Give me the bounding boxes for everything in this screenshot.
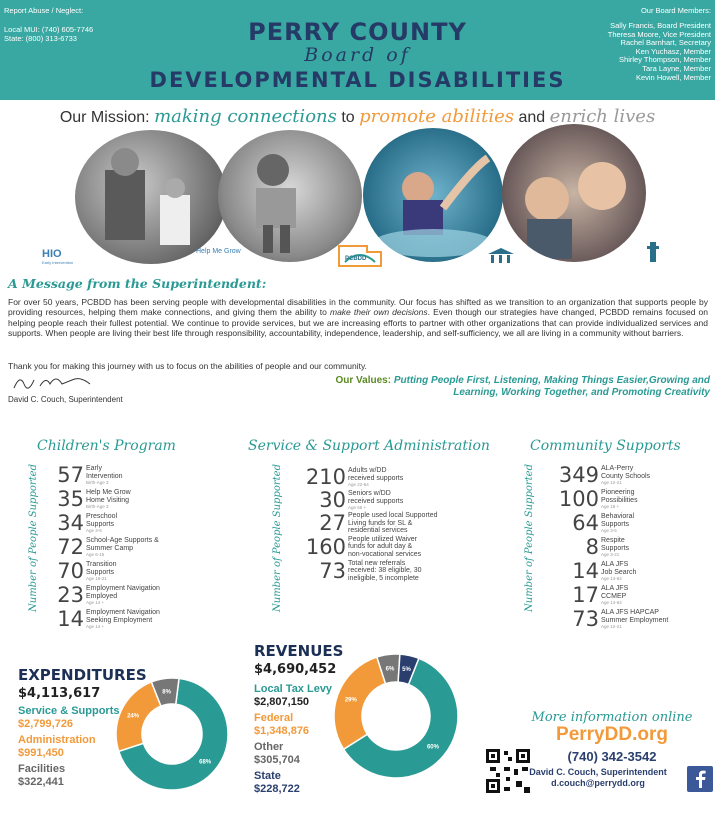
stat-label-text: Respite Supports [601,536,630,552]
title-dd: DEVELOPMENTAL DISABILITIES [149,68,566,92]
stat-label [348,560,422,583]
building-logo [486,246,516,266]
partner-logo [645,240,661,266]
stat-row [555,536,668,558]
community-title: Community Supports [530,438,681,454]
rev-label-3: State [254,770,281,782]
revenues-total: $4,690,452 [254,662,337,677]
stat-row [300,512,438,535]
stat-row [555,464,668,486]
stat-number: 64 [572,511,599,535]
mui-phone[interactable]: Local MUI: (740) 605-7746 [4,25,94,34]
stat-age: Age 14 + [86,624,105,630]
stat-label [86,537,159,557]
rev-value-3: $228,722 [254,783,300,795]
ohio-logo: HIO Early Intervention [42,248,74,265]
donut-label-3: 5% [402,667,411,674]
stat-number: 210 [305,465,346,489]
stat-row [50,488,160,510]
stat-number: 70 [57,559,84,583]
stat-label [86,465,123,485]
photo-swimmer [363,128,503,262]
stat-number: 100 [558,487,599,511]
stat-age: Age 14 + [86,600,105,606]
message-title: A Message from the Superintendent: [8,276,267,291]
stat-number: 14 [572,559,599,583]
exp-value-0: $2,799,726 [18,718,74,730]
board-member: Kevin Howell, Member [635,72,711,82]
stat-label [601,465,650,485]
stat-label-text: Seniors w/DD received supports [348,489,404,505]
ssa-side-label: Number of People Supported [272,464,283,612]
board-members [608,22,711,82]
mission-prefix: Our Mission: [59,109,150,126]
message-body: For over 50 years, PCBDD has been serving people with developmental disabilities in the community. Our focus has shifted as we transition to an organization that supports people by providing resources, helping them make connections, and giving them the ability to make their own decisions. Even though our strategies have changed, PCBDD remains focused on helping people reach their fullest potential. We continue to provide services, but we are increasing efforts to partner with other organizations that can provide individualized services and supports. When people are living their best life through responsibility, accountability, independence, leadership, and self-sufficiency, we all are living in a community without barriers. [8,297,709,338]
stat-age: Age 14-64 [601,600,622,606]
stat-label-text: ALA JFS HAPCAP Summer Employment [601,608,669,624]
exp-value-1: $991,450 [18,747,64,759]
our-values [330,375,710,399]
values-text: Putting People First, Listening, Making Things Easier,Growing and Learning, Working Together, and Promoting Creativity [393,375,710,398]
stat-row [50,608,160,630]
stat-number: 73 [572,607,599,631]
stat-age: Age 65 + [348,505,367,511]
rev-value-2: $305,704 [254,754,300,766]
stat-label [601,585,628,605]
stat-row [300,466,438,488]
mission-enrich: enrich lives [549,106,656,127]
stat-age: Age 18 + [601,504,620,510]
donut-label-0: 68% [199,759,212,766]
footer-name: David C. Couch, Superintendent [529,767,667,777]
stat-row [555,608,668,630]
footer-email[interactable]: d.couch@perrydd.org [551,778,645,788]
rev-value-0: $2,807,150 [254,696,310,708]
donut-label-0: 60% [426,744,439,751]
revenues-donut [332,652,460,780]
stat-label-text: Employment Navigation Seeking Employment [86,608,160,624]
donut-label-1: 24% [127,713,140,720]
rev-value-1: $1,348,876 [254,725,310,737]
stat-label-text: Adults w/DD received supports [348,466,404,482]
title-county: PERRY COUNTY [248,18,467,46]
stat-row [50,584,160,606]
stat-row [555,488,668,510]
stat-row [50,560,160,582]
stat-number: 35 [57,487,84,511]
stat-number: 8 [585,535,599,559]
board-member: Ken Yuchasz, Member [635,46,711,56]
stat-label [348,536,421,559]
ssa-title: Service & Support Administration [248,438,490,454]
exp-label-2: Facilities [18,763,66,775]
stat-number: 30 [319,488,346,512]
stat-label [601,489,638,509]
stat-label-text: Preschool Supports [86,512,118,528]
stat-age: Age 16-21 [86,576,107,582]
stat-label-text: Pioneering Possibilities [601,488,638,504]
mission-abilities: promote abilities [359,106,514,127]
abuse-heading: Report Abuse / Neglect: [4,6,84,15]
stat-label [86,561,116,581]
community-stats [555,464,668,632]
stat-number: 72 [57,535,84,559]
facebook-icon[interactable] [687,766,713,792]
stat-row [50,464,160,486]
stat-age: Age 22-64 [348,482,369,488]
exp-value-2: $322,441 [18,776,64,788]
children-stats [50,464,160,632]
thanks-line: Thank you for making this journey with us to focus on the abilities of people and our community. [8,361,367,371]
exp-label-0: Service & Supports [18,705,120,717]
stat-label [601,561,636,581]
mission-statement [0,106,715,127]
stat-label-text: Early Intervention [86,464,123,480]
rev-label-0: Local Tax Levy [254,683,333,695]
expenditures-donut [114,676,230,792]
stat-label-text: Help Me Grow Home Visiting [86,488,131,504]
stat-label [348,467,403,487]
exp-label-1: Administration [18,734,96,746]
stat-number: 57 [57,463,84,487]
donut-label-2: 6% [385,666,395,673]
children-title: Children's Program [37,438,176,454]
children-side-label: Number of People Supported [28,464,39,612]
stat-label-text: People used local Supported Living funds for SL & residential services [348,512,438,535]
stat-number: 34 [57,511,84,535]
mission-connections: making connections [154,106,337,127]
photo-man-child [75,130,227,264]
rev-label-1: Federal [254,712,294,724]
stat-age: Age 6-15 [86,552,105,558]
stat-label [348,512,438,535]
stat-row [300,560,438,583]
donut-label-1: 29% [344,697,357,704]
donut-label-2: 8% [162,689,171,696]
stat-label-text: School-Age Supports & Summer Camp [86,536,159,552]
stat-label-text: ALA JFS CCMEP [601,584,629,600]
signature [10,372,100,394]
stat-age: Birth-Age 3 [86,504,109,510]
stat-age: Age 3-5 [86,528,102,534]
stat-row [50,536,160,558]
stat-number: 17 [572,583,599,607]
rev-label-2: Other [254,741,284,753]
footer-phone[interactable]: (740) 342-3542 [567,749,657,764]
stat-label-text: Behavioral Supports [601,512,635,528]
stat-row [300,536,438,559]
stat-row [555,512,668,534]
help-me-grow-logo: Help Me Grow [196,248,241,255]
stat-age: Age 12-21 [601,480,622,486]
revenues-block [254,642,343,796]
mission-and: and [518,109,546,126]
stat-label-text: Total new referrals received: 38 eligible, 30 ineligible, 5 incomplete [348,559,422,582]
ssa-stats [300,466,438,583]
stat-row [555,560,668,582]
board-member: Sally Francis, Board President [610,21,711,30]
stat-label [601,537,629,557]
stat-label [601,513,634,533]
stat-number: 14 [57,607,84,631]
stat-age: Birth-Age 3 [86,480,109,486]
stat-label [86,513,117,533]
donut-slice-1 [334,657,385,749]
photo-toddler [218,130,362,262]
website-link[interactable]: PerryDD.org [556,724,668,745]
stat-number: 160 [305,535,346,560]
mission-to: to [341,109,355,126]
stat-label-text: Employment Navigation Employed [86,584,160,600]
stat-age: Age 3-5 [601,528,617,534]
stat-label-text: ALA-Perry County Schools [601,464,651,480]
values-label: Our Values: [335,375,392,386]
revenues-heading: REVENUES [254,642,344,660]
community-side-label: Number of People Supported [524,464,535,612]
photo-laughing-girl [502,124,646,262]
signature-name: David C. Couch, Superintendent [8,395,123,404]
stat-age: Age 14-64 [601,576,622,582]
pcbdd-logo: PCBDD [337,244,383,268]
board-member: Theresa Moore, Vice President [607,29,711,39]
stat-number: 27 [319,511,346,536]
stat-label-text: People utilized Waiver funds for adult day & non-vocational services [348,535,422,558]
stat-label [86,609,160,629]
stat-number: 23 [57,583,84,607]
stat-age: Age 3-21 [601,552,620,558]
stat-label-text: ALA JFS Job Search [601,560,637,576]
board-heading: Our Board Members: [640,6,711,15]
stat-number: 73 [319,558,346,583]
title-board: Board of [304,44,411,66]
board-member: Shirley Thompson, Member [619,55,711,65]
stat-label [348,490,403,510]
expenditures-heading: EXPENDITURES [18,666,147,684]
stat-row [300,489,438,511]
more-info-heading: More information online [531,710,693,725]
stat-label [86,489,131,509]
stat-label [601,609,668,629]
expenditures-total: $4,113,617 [18,686,101,701]
stat-number: 349 [558,463,599,487]
stat-row [555,584,668,606]
board-member: Tara Layne, Member [642,63,711,73]
stat-label-text: Transition Supports [86,560,117,576]
board-member: Rachel Barnhart, Secretary [620,38,711,48]
state-phone[interactable]: State: (800) 313-6733 [4,34,77,43]
stat-label [86,585,160,605]
stat-row [50,512,160,534]
stat-age: Age 12-21 [601,624,622,630]
footer-contact [512,767,684,789]
